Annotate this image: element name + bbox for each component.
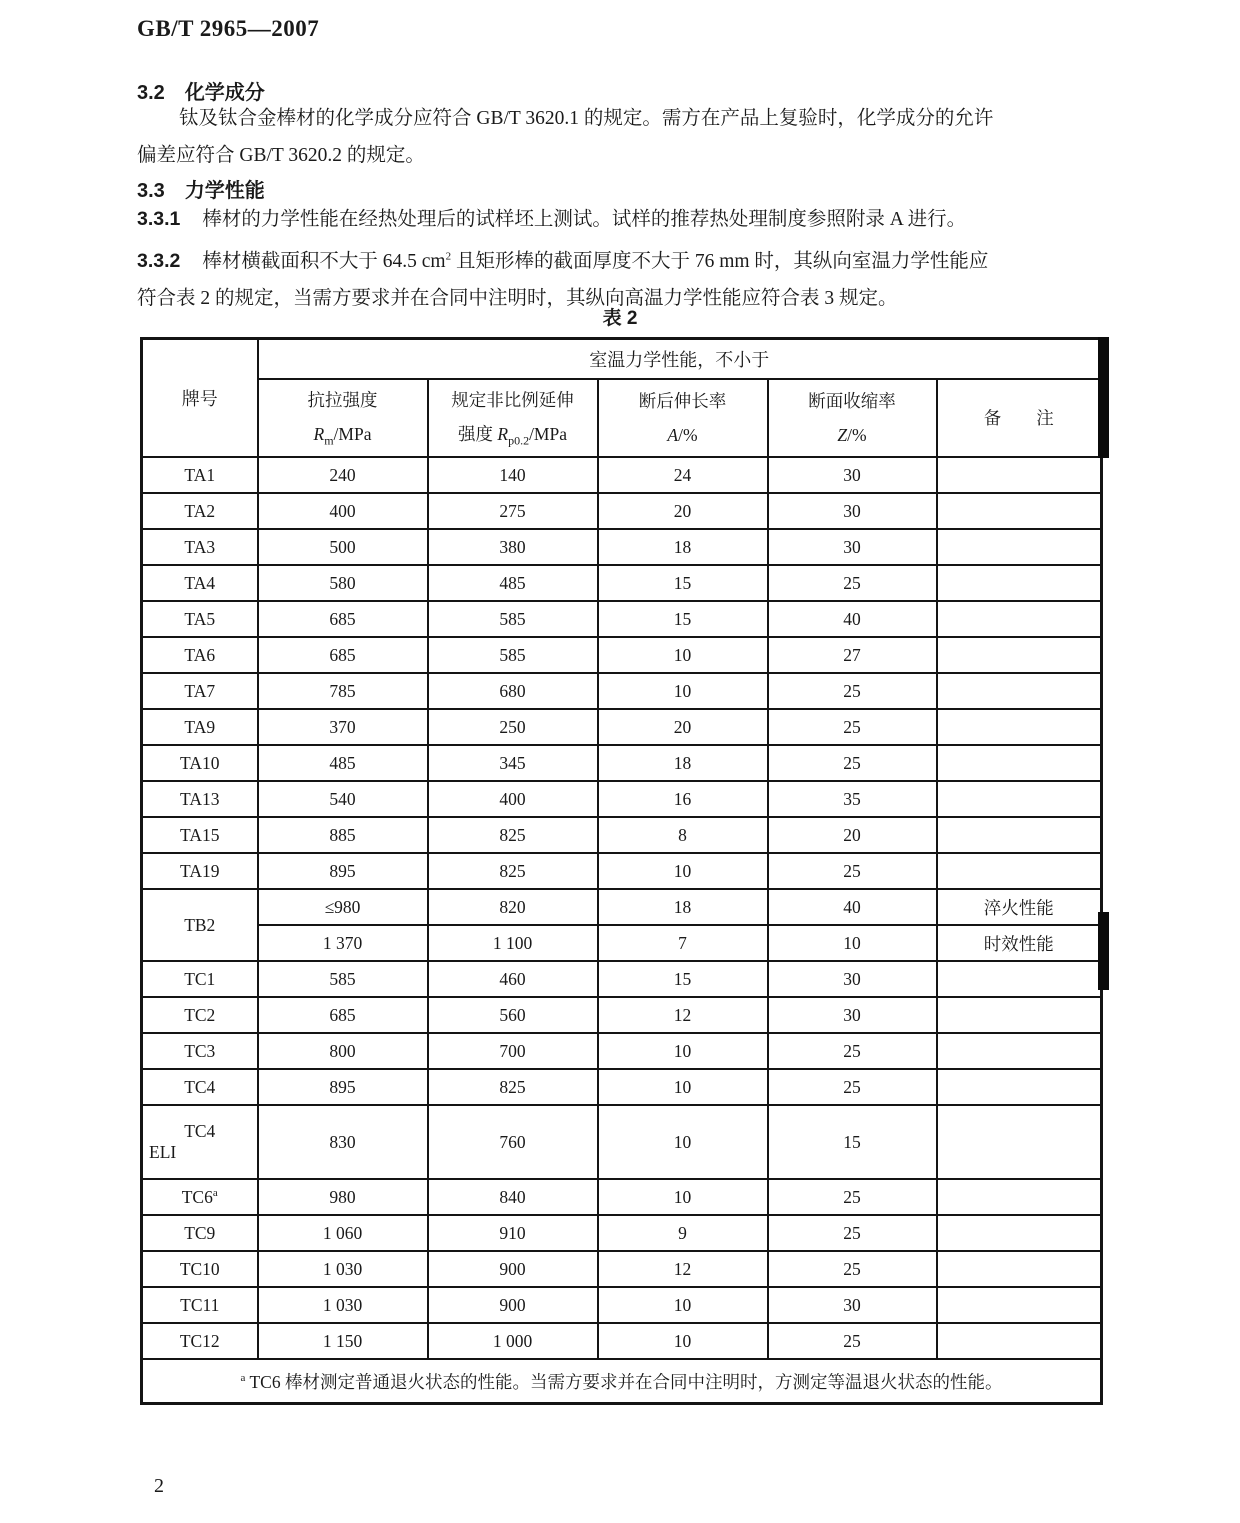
value-cell: 25 bbox=[768, 1323, 937, 1359]
header-remark: 备 注 bbox=[937, 379, 1102, 457]
section-title: 力学性能 bbox=[184, 180, 265, 202]
scan-artifact-bar bbox=[1098, 337, 1109, 458]
remark-cell bbox=[937, 817, 1102, 853]
remark-cell bbox=[937, 1069, 1102, 1105]
table-row bbox=[142, 673, 1102, 709]
value-cell: 275 bbox=[428, 493, 598, 529]
table-footnote: $^a$ TC6 棒材测定普通退火状态的性能。当需方要求并在合同中注明时，方测定等温退火状态的性能。 bbox=[142, 1359, 1102, 1404]
value-cell: 580 bbox=[258, 565, 428, 601]
grade-cell: TA13 bbox=[142, 781, 258, 817]
value-cell: 18 bbox=[598, 745, 768, 781]
table-header bbox=[142, 339, 1102, 458]
clause-number: 3.3.1 bbox=[137, 208, 181, 230]
header-grade: 牌号 bbox=[142, 339, 258, 458]
value-cell: 680 bbox=[428, 673, 598, 709]
table-row bbox=[142, 1287, 1102, 1323]
table-body bbox=[142, 457, 1102, 1359]
grade-cell: TC11 bbox=[142, 1287, 258, 1323]
value-cell: 8 bbox=[598, 817, 768, 853]
table-caption: 表 2 bbox=[602, 308, 638, 329]
value-cell: 30 bbox=[768, 457, 937, 493]
remark-cell bbox=[937, 997, 1102, 1033]
value-cell: 12 bbox=[598, 1251, 768, 1287]
scan-artifact-bar bbox=[1098, 912, 1109, 990]
clause-3-3-1 bbox=[137, 201, 1125, 238]
clause-text: 棒材的力学性能在经热处理后的试样坯上测试。试样的推荐热处理制度参照附录 A 进行。 bbox=[202, 209, 967, 230]
value-cell: 10 bbox=[598, 1323, 768, 1359]
value-cell: 980 bbox=[258, 1179, 428, 1215]
remark-cell bbox=[937, 853, 1102, 889]
value-cell: 460 bbox=[428, 961, 598, 997]
symbol-Rm: R bbox=[313, 424, 325, 445]
grade-cell: TA4 bbox=[142, 565, 258, 601]
table-row bbox=[142, 1215, 1102, 1251]
remark-cell bbox=[937, 745, 1102, 781]
value-cell: 7 bbox=[598, 925, 768, 961]
value-cell: 30 bbox=[768, 529, 937, 565]
symbol-A: A bbox=[667, 425, 679, 445]
grade-cell: TC2 bbox=[142, 997, 258, 1033]
table-footer bbox=[142, 1359, 1102, 1404]
value-cell: 10 bbox=[598, 1033, 768, 1069]
value-cell: 9 bbox=[598, 1215, 768, 1251]
value-cell: 830 bbox=[258, 1105, 428, 1179]
value-cell: 825 bbox=[428, 1069, 598, 1105]
value-cell: 485 bbox=[258, 745, 428, 781]
value-cell: 40 bbox=[768, 601, 937, 637]
value-cell: 370 bbox=[258, 709, 428, 745]
mechanical-properties-table bbox=[140, 337, 1103, 1405]
value-cell: 895 bbox=[258, 1069, 428, 1105]
grade-cell: TA3 bbox=[142, 529, 258, 565]
grade-cell: TA9 bbox=[142, 709, 258, 745]
table-row bbox=[142, 637, 1102, 673]
clause-number: 3.3.2 bbox=[137, 249, 181, 272]
remark-cell bbox=[937, 529, 1102, 565]
value-cell: 10 bbox=[598, 673, 768, 709]
value-cell: 25 bbox=[768, 1215, 937, 1251]
value-cell: 30 bbox=[768, 961, 937, 997]
value-cell: 40 bbox=[768, 889, 937, 925]
header-reduction-of-area: 断面收缩率 Z/% bbox=[768, 379, 937, 457]
value-cell: 910 bbox=[428, 1215, 598, 1251]
grade-cell: TC4 ELI bbox=[142, 1105, 258, 1179]
superscript: 2 bbox=[445, 250, 452, 262]
table-row bbox=[142, 853, 1102, 889]
remark-cell bbox=[937, 1179, 1102, 1215]
table-row bbox=[142, 925, 1102, 961]
value-cell: 15 bbox=[598, 601, 768, 637]
value-cell: 900 bbox=[428, 1287, 598, 1323]
value-cell: 18 bbox=[598, 889, 768, 925]
table-row bbox=[142, 997, 1102, 1033]
grade-cell: TC4 bbox=[142, 1069, 258, 1105]
value-cell: 825 bbox=[428, 817, 598, 853]
table-row bbox=[142, 709, 1102, 745]
clause-text: 棒材横截面积不大于 64.5 $cm^2$ 且矩形棒的截面厚度不大于 76 mm 时，其纵向室温力学性能应 bbox=[202, 250, 989, 272]
header-span: 室温力学性能，不小于 bbox=[258, 339, 1102, 380]
value-cell: 15 bbox=[598, 961, 768, 997]
remark-cell bbox=[937, 1033, 1102, 1069]
value-cell: 25 bbox=[768, 1251, 937, 1287]
table-row bbox=[142, 457, 1102, 493]
value-cell: 700 bbox=[428, 1033, 598, 1069]
value-cell: 18 bbox=[598, 529, 768, 565]
remark-cell bbox=[937, 961, 1102, 997]
grade-cell: TC10 bbox=[142, 1251, 258, 1287]
remark-cell bbox=[937, 601, 1102, 637]
header-elongation: 断后伸长率 A/% bbox=[598, 379, 768, 457]
value-cell: 820 bbox=[428, 889, 598, 925]
table-row bbox=[142, 961, 1102, 997]
value-cell: 10 bbox=[598, 1069, 768, 1105]
remark-cell bbox=[937, 673, 1102, 709]
value-cell: 30 bbox=[768, 1287, 937, 1323]
value-cell: 25 bbox=[768, 853, 937, 889]
value-cell: 840 bbox=[428, 1179, 598, 1215]
value-cell: 585 bbox=[428, 637, 598, 673]
remark-cell bbox=[937, 637, 1102, 673]
value-cell: 25 bbox=[768, 1033, 937, 1069]
value-cell: 25 bbox=[768, 745, 937, 781]
value-cell: 15 bbox=[598, 565, 768, 601]
value-cell: 1 100 bbox=[428, 925, 598, 961]
clause-text: 符合表 2 的规定，当需方要求并在合同中注明时，其纵向高温力学性能应符合表 3 规定。 bbox=[137, 287, 898, 309]
value-cell: 10 bbox=[598, 853, 768, 889]
value-cell: 1 030 bbox=[258, 1287, 428, 1323]
symbol-Z: Z bbox=[837, 425, 848, 445]
section-number: 3.3 bbox=[137, 180, 165, 202]
value-cell: 760 bbox=[428, 1105, 598, 1179]
grade-cell: TA6 bbox=[142, 637, 258, 673]
value-cell: ≤980 bbox=[258, 889, 428, 925]
value-cell: 885 bbox=[258, 817, 428, 853]
grade-cell: TA19 bbox=[142, 853, 258, 889]
value-cell: 16 bbox=[598, 781, 768, 817]
paragraph-line: 钛及钛合金棒材的化学成分应符合 GB/T 3620.1 的规定。需方在产品上复验时，化学成分的允许 bbox=[179, 108, 994, 129]
grade-cell: TC12 bbox=[142, 1323, 258, 1359]
value-cell: 1 030 bbox=[258, 1251, 428, 1287]
value-cell: 1 370 bbox=[258, 925, 428, 961]
section-title: 化学成分 bbox=[184, 82, 265, 104]
grade-cell: TA7 bbox=[142, 673, 258, 709]
header-proof-strength: 规定非比例延伸 强度 $R_{p0.2}$/MPa bbox=[428, 379, 598, 457]
value-cell: 1 150 bbox=[258, 1323, 428, 1359]
value-cell: 25 bbox=[768, 565, 937, 601]
footnote-marker: a bbox=[212, 1186, 218, 1199]
value-cell: 685 bbox=[258, 637, 428, 673]
value-cell: 140 bbox=[428, 457, 598, 493]
value-cell: 785 bbox=[258, 673, 428, 709]
value-cell: 685 bbox=[258, 997, 428, 1033]
grade-cell: TA15 bbox=[142, 817, 258, 853]
table-row bbox=[142, 529, 1102, 565]
table-row bbox=[142, 889, 1102, 925]
grade-cell: TA2 bbox=[142, 493, 258, 529]
value-cell: 380 bbox=[428, 529, 598, 565]
remark-cell bbox=[937, 1251, 1102, 1287]
remark-cell bbox=[937, 709, 1102, 745]
grade-cell: TC6$^a$ bbox=[142, 1179, 258, 1215]
remark-cell bbox=[937, 1323, 1102, 1359]
grade-cell: TA5 bbox=[142, 601, 258, 637]
footnote-marker: a bbox=[240, 1371, 246, 1384]
table-row bbox=[142, 1069, 1102, 1105]
remark-cell bbox=[937, 565, 1102, 601]
table-row bbox=[142, 817, 1102, 853]
paragraph-line: 偏差应符合 GB/T 3620.2 的规定。 bbox=[137, 145, 425, 166]
symbol-Rp02: R bbox=[497, 424, 509, 445]
value-cell: 25 bbox=[768, 1069, 937, 1105]
value-cell: 25 bbox=[768, 1179, 937, 1215]
value-cell: 560 bbox=[428, 997, 598, 1033]
value-cell: 400 bbox=[258, 493, 428, 529]
remark-cell: 时效性能 bbox=[937, 925, 1102, 961]
grade-cell: TB2 bbox=[142, 889, 258, 961]
table-row bbox=[142, 1323, 1102, 1359]
remark-cell bbox=[937, 457, 1102, 493]
table-row bbox=[142, 493, 1102, 529]
value-cell: 345 bbox=[428, 745, 598, 781]
page-number: 2 bbox=[154, 1475, 164, 1497]
grade-cell: TC3 bbox=[142, 1033, 258, 1069]
grade-cell: TC1 bbox=[142, 961, 258, 997]
value-cell: 12 bbox=[598, 997, 768, 1033]
table-row bbox=[142, 745, 1102, 781]
table-row bbox=[142, 1033, 1102, 1069]
value-cell: 540 bbox=[258, 781, 428, 817]
value-cell: 685 bbox=[258, 601, 428, 637]
value-cell: 500 bbox=[258, 529, 428, 565]
table-row bbox=[142, 1105, 1102, 1179]
value-cell: 25 bbox=[768, 673, 937, 709]
value-cell: 24 bbox=[598, 457, 768, 493]
remark-cell bbox=[937, 1105, 1102, 1179]
table-row bbox=[142, 565, 1102, 601]
value-cell: 20 bbox=[598, 709, 768, 745]
value-cell: 900 bbox=[428, 1251, 598, 1287]
remark-cell bbox=[937, 781, 1102, 817]
value-cell: 15 bbox=[768, 1105, 937, 1179]
value-cell: 1 000 bbox=[428, 1323, 598, 1359]
value-cell: 30 bbox=[768, 493, 937, 529]
value-cell: 20 bbox=[598, 493, 768, 529]
table-row bbox=[142, 1179, 1102, 1215]
grade-cell: TA10 bbox=[142, 745, 258, 781]
remark-cell: 淬火性能 bbox=[937, 889, 1102, 925]
value-cell: 10 bbox=[768, 925, 937, 961]
value-cell: 240 bbox=[258, 457, 428, 493]
grade-cell: TA1 bbox=[142, 457, 258, 493]
value-cell: 1 060 bbox=[258, 1215, 428, 1251]
value-cell: 20 bbox=[768, 817, 937, 853]
section-3-2-paragraph bbox=[137, 100, 1125, 174]
section-3-3-heading bbox=[137, 174, 265, 203]
value-cell: 485 bbox=[428, 565, 598, 601]
value-cell: 10 bbox=[598, 1105, 768, 1179]
remark-cell bbox=[937, 1287, 1102, 1323]
standard-number: GB/T 2965—2007 bbox=[137, 16, 320, 41]
value-cell: 10 bbox=[598, 637, 768, 673]
value-cell: 585 bbox=[428, 601, 598, 637]
value-cell: 35 bbox=[768, 781, 937, 817]
footnote-row bbox=[142, 1359, 1102, 1404]
section-number: 3.2 bbox=[137, 82, 165, 104]
value-cell: 25 bbox=[768, 709, 937, 745]
remark-cell bbox=[937, 1215, 1102, 1251]
table-row bbox=[142, 601, 1102, 637]
value-cell: 250 bbox=[428, 709, 598, 745]
value-cell: 27 bbox=[768, 637, 937, 673]
header-tensile-strength: 抗拉强度 $R_m$/MPa bbox=[258, 379, 428, 457]
remark-cell bbox=[937, 493, 1102, 529]
value-cell: 825 bbox=[428, 853, 598, 889]
value-cell: 10 bbox=[598, 1287, 768, 1323]
value-cell: 800 bbox=[258, 1033, 428, 1069]
value-cell: 10 bbox=[598, 1179, 768, 1215]
value-cell: 585 bbox=[258, 961, 428, 997]
table-row bbox=[142, 1251, 1102, 1287]
table-row bbox=[142, 781, 1102, 817]
value-cell: 30 bbox=[768, 997, 937, 1033]
value-cell: 400 bbox=[428, 781, 598, 817]
grade-cell: TC9 bbox=[142, 1215, 258, 1251]
value-cell: 895 bbox=[258, 853, 428, 889]
